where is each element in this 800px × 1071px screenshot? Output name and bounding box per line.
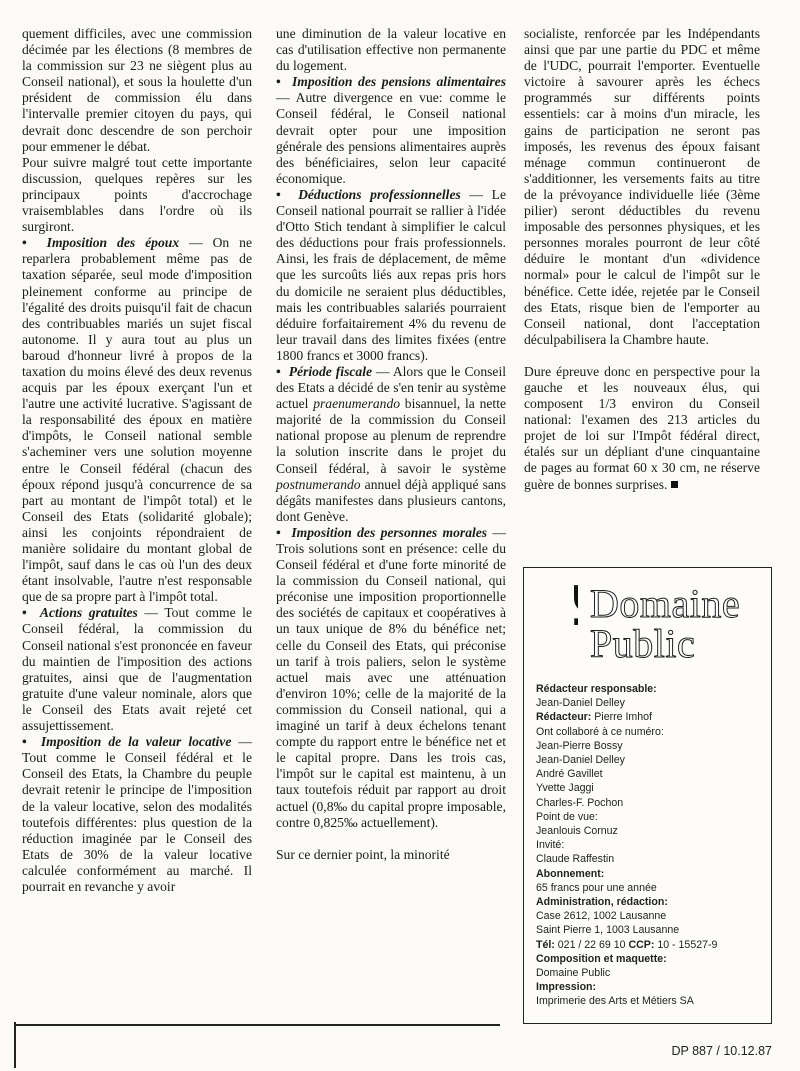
column-3 [524,26,760,493]
domaine-public-logo [532,580,762,670]
impressum-label: CCP: [628,938,655,951]
section-text: — Alors que le Conseil des Etats a décidé de s'en tenir au système actuel [276,363,506,412]
paragraph: quement difficiles, avec une commission décimée par les élections (8 membres de la commission sur 23 ne siègent plus au Conseil national), et sous la houlette d'un président de commission élu dans l'intervalle premier citoyen du pays, qui devrait donc descendre de son perchoir pour emmener le débat. [22,26,252,154]
section-heading: Imposition des pensions alimentaires [292,74,506,90]
section-text: annuel déjà appliqué sans dégâts manifestes dans plusieurs cantons, dont Genève. [276,476,506,524]
impressum-label: Rédacteur responsable: [536,683,657,695]
impressum-label: Composition et maquette: [536,952,667,965]
logo-wordmark [590,581,741,666]
impressum-value: Pierre Imhof [591,711,652,724]
impressum-value: Claude Raffestin [536,853,615,866]
logo-word-public: Public [590,621,696,666]
impressum [536,682,766,1009]
section-actions-gratuites [22,605,252,734]
section-text: — Trois solutions sont en présence: celle du Conseil fédéral et d'une forte minorité de la commission du Conseil national, qui préconise une imposition proportionnelle des sociétés de capitaux et coopératives à un taux unique de 8% du bénéfice net; celle du Conseil des Etats, qui préconise un tarif à trois paliers, selon le système actuel mais avec une atténuation d'environ 10%; celle de la majorité de la commission du Conseil national, qui a imaginé un tarif à deux échelons tenant compte du rapport entre le bénéfice net et le capital propre. Dans les trois cas, l'impôt sur le capital est maintenu, à un taux toutefois réduit par rapport au droit actuel (0,8‰ du capital propre imposable, contre 0,825‰ actuellement). [276,524,506,830]
section-heading: Imposition des époux [46,235,180,251]
masthead-box [523,567,772,1024]
impressum-value: Yvette Jaggi [536,782,594,795]
bullet-icon: • [22,734,27,750]
section-periode-fiscale [276,364,506,525]
section-text: — On ne reparlera probablement même pas de taxation séparée, seul mode d'imposition pleinement conforme au principe de l'égalité des droits puisqu'il fait de chacun des contribuables mariés un sujet fiscal autonome. Il y aura tout au plus un baroud d'honneur livré à propos de la taxation du moins élevé des deux revenus acquis par les époux exerçant l'un et l'autre une activité lucrative. S'agissant de la responsabilité des époux en matière d'impôts, le Conseil national semble s'acheminer vers une solution moyenne entre le Conseil fédéral (chacun des époux répond jusqu'à concurrence de sa part au montant de l'impôt total) et le Conseil des Etats (solidarité globale); ainsi les conjoints répondraient de manière solidaire du montant global de l'impôt, sauf dans le cas où l'un des deux étant insolvable, l'autre n'est responsable que de sa propre part à l'impôt total. [22,235,253,605]
page-folio: DP 887 / 10.12.87 [671,1044,772,1058]
section-text: bisannuel, la nette majorité de la commission du Conseil national propose au plenum de reprendre la solution inscrite dans le projet du Conseil fédéral, à savoir le système [276,396,506,476]
impressum-value: Case 2612, 1002 Lausanne [536,910,667,923]
impressum-value: 021 / 22 69 10 [554,938,629,951]
impressum-value: Charles-F. Pochon [536,796,624,809]
bullet-icon: • [276,74,281,90]
impressum-label: Administration, rédaction: [536,896,668,909]
impressum-value: 10 - 15527-9 [654,938,718,951]
section-heading: Déductions professionnelles [298,186,461,202]
impressum-label: Impression: [536,981,597,994]
paragraph: Pour suivre malgré tout cette importante discussion, quelques repères sur les principaux points d'accrochage vraisemblables dans l'ordre où ils surgiront. [22,154,252,235]
paragraph: Sur ce dernier point, la minorité [276,846,450,862]
paragraph-text: Dure épreuve donc en perspective pour la gauche et les nouveaux élus, qui composent 1/3 environ du Conseil national: l'examen des 213 articles du projet de loi sur l'Impôt fédéral direct, étalés sur un dépliant d'une cinquantaine de pages au format 60 x 30 cm, ne réserve guère de bonnes surprises. [524,363,760,492]
bullet-icon: • [276,524,281,540]
impressum-value: Point de vue: [536,810,598,823]
impressum-value: 65 francs pour une année [536,881,657,894]
italic-term: postnumerando [276,476,361,492]
impressum-value: Invité: [536,839,565,852]
column-1 [22,26,252,895]
section-personnes-morales [276,525,506,831]
italic-term: praenumerando [313,396,401,412]
impressum-value: Saint Pierre 1, 1003 Lausanne [536,924,680,937]
impressum-value: Jean-Daniel Delley [536,697,625,710]
impressum-label: Abonnement: [536,867,605,880]
column-2 [276,26,506,863]
section-text: — Autre divergence en vue: comme le Conseil fédéral, le Conseil national devrait opter pour une imposition générale des pensions alimentaires auprès des bénéficiaires, selon leur capacité économique. [276,90,506,186]
page-edge-mark [14,1022,16,1068]
section-imposition-epoux [22,235,252,605]
dp-rotated-letters-icon [538,580,578,672]
section-deductions-professionnelles [276,187,506,364]
section-heading: Imposition de la valeur locative [40,734,232,750]
impressum-value: Imprimerie des Arts et Métiers SA [536,995,694,1008]
impressum-value: Domaine Public [536,967,611,980]
paragraph-conclusion [524,364,760,493]
bullet-icon: • [22,235,27,251]
logo-letters: DP [564,582,578,646]
impressum-value: Ont collaboré à ce numéro: [536,725,664,738]
logo-dp-letters [538,580,578,670]
footer-rule [14,1024,500,1026]
section-heading: Actions gratuites [39,605,138,621]
paragraph: socialiste, renforcée par les Indépendants ainsi que par une partie du PDC et même de l'UDC, pourrait l'emporter. Eventuelle victoire à savourer après les échecs programmés sur différents points essentiels: car à moins d'un miracle, les gains de participation ne seront pas imposés, les revenus des époux faisant ménage commun continueront de s'additionner, les versements faits au titre de la prévoyance individuelle liée (3ème pilier) seront déductibles du revenu imposable des personnes physiques, et les personnes morales pourront de leur côté déduire le montant d'un «dividence normal» pour le calcul de l'impôt sur le bénéfice. Cette idée, rejetée par le Conseil des Etats, risque bien de l'emporter au Conseil national, dont l'acceptation déculpabilisera la Chambre haute. [524,26,760,347]
impressum-value: Jean-Daniel Delley [536,754,625,767]
impressum-label: Rédacteur: [536,711,592,724]
section-text: — Tout comme le Conseil fédéral, la commission du Conseil national s'est prononcée en faveur du maintien de l'imposition des actions gratuites, ainsi que de l'augmentation gratuite d'une valeur nominale, alors que le Conseil des Etats avait rejeté cet assujettissement. [22,605,252,734]
bullet-icon: • [276,186,281,202]
bullet-icon: • [22,605,27,621]
section-text: — Le Conseil national pourrait se rallier à l'idée d'Otto Stich tendant à simplifier le calcul des déductions pour frais professionnels. Ainsi, les frais de déplacement, de même que les surcoûts liés aux repas pris hors du domicile ne seraient plus déductibles, mais les contribuables salariés pourraient déduire forfaitairement 4% du revenu de leur travail dans des limites fixées (entre 1800 francs et 3000 francs). [276,186,506,363]
logo-word-domaine: Domaine [590,581,741,626]
impressum-value: Jean-Pierre Bossy [536,739,623,752]
paragraph: une diminution de la valeur locative en cas d'utilisation effective non permanente du logement. [276,26,506,74]
section-heading: Période fiscale [288,363,373,379]
section-text: — Tout comme le Conseil fédéral et le Conseil des Etats, la Chambre du peuple devrait retenir le principe de l'imposition de la valeur locative, selon des modalités toutefois différentes: plus question de la réduction imaginée par le Conseil des Etats de 30% de la valeur locative calculée conformément au marché. Il pourrait en revanche y avoir [22,734,252,894]
section-valeur-locative [22,734,252,895]
impressum-value: Jeanlouis Cornuz [536,825,618,838]
end-square-icon [671,481,678,488]
section-heading: Imposition des personnes morales [291,524,488,540]
impressum-value: André Gavillet [536,768,603,781]
bullet-icon: • [276,363,281,379]
impressum-label: Tél: [536,938,555,951]
section-pensions-alimentaires [276,74,506,187]
